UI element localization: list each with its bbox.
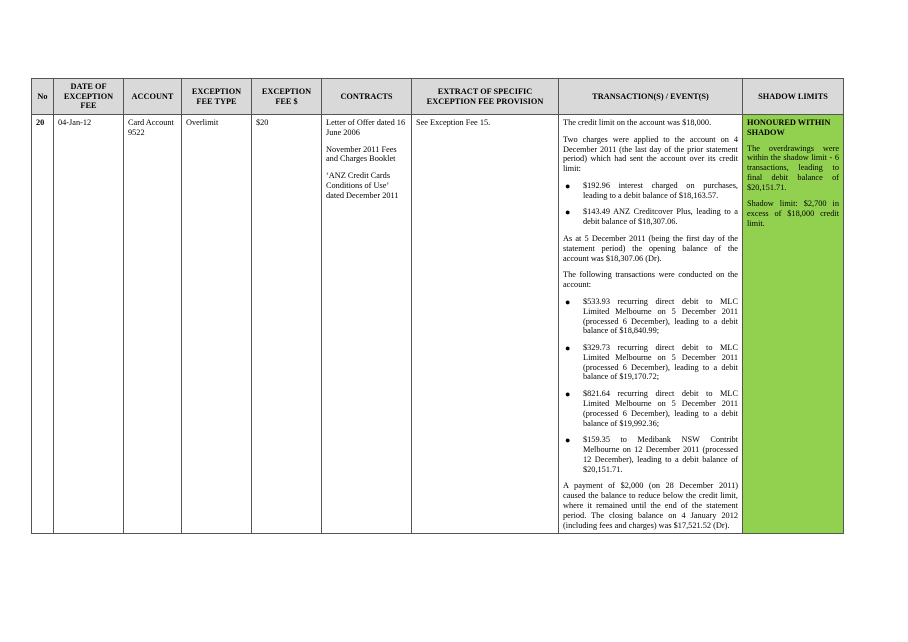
contract-item: November 2011 Fees and Charges Booklet bbox=[326, 144, 397, 164]
row-transactions bbox=[559, 115, 743, 534]
header-fee-type: EXCEPTION FEE TYPE bbox=[182, 79, 252, 115]
list-item bbox=[563, 297, 738, 336]
list-item-text: $533.93 recurring direct debit to MLC Limited Melbourne on 5 December 2011 (processed 6 December), leading to a debit balance of $18,840.99; bbox=[583, 296, 738, 336]
header-fee: EXCEPTION FEE $ bbox=[252, 79, 322, 115]
list-item bbox=[563, 181, 738, 201]
shadow-status: HONOURED WITHIN SHADOW bbox=[747, 118, 831, 137]
list-item bbox=[563, 435, 738, 474]
list-item-text: $192.96 interest charged on purchases, leading to a debit balance of $18,163.57. bbox=[583, 180, 738, 200]
transaction-paragraph: The following transactions were conducted on the account: bbox=[563, 270, 738, 290]
transaction-paragraph: The credit limit on the account was $18,000. bbox=[563, 118, 712, 127]
row-extract: See Exception Fee 15. bbox=[412, 115, 559, 534]
shadow-paragraph: Shadow limit: $2,700 in excess of $18,000 credit limit. bbox=[747, 199, 839, 229]
header-date: DATE OF EXCEPTION FEE bbox=[54, 79, 124, 115]
row-account: Card Account 9522 bbox=[124, 115, 182, 534]
bullet-icon: ● bbox=[565, 296, 571, 307]
list-item-text: $329.73 recurring direct debit to MLC Limited Melbourne on 5 December 2011 (processed 6 December), leading to a debit balance of $19,170.72; bbox=[583, 343, 738, 382]
row-contracts bbox=[322, 115, 412, 534]
header-account: ACCOUNT bbox=[124, 79, 182, 115]
transaction-paragraph: As at 5 December 2011 (being the first day of the statement period) the opening balance of the account was $18,307.06 (Dr). bbox=[563, 234, 738, 263]
contract-item: Letter of Offer dated 16 June 2006 bbox=[326, 118, 406, 137]
transaction-paragraph: Two charges were applied to the account on 4 December 2011 (the last day of the prior statement period) which had sent the account over its credit limit: bbox=[563, 134, 738, 174]
list-item-text: $821.64 recurring direct debit to MLC Limited Melbourne on 5 December 2011 (processed 6 December), leading to a debit balance of $19,992.36; bbox=[583, 389, 738, 428]
table-row bbox=[32, 115, 844, 534]
bullet-icon: ● bbox=[565, 207, 571, 218]
bullet-icon: ● bbox=[565, 343, 571, 354]
row-fee: $20 bbox=[252, 115, 322, 534]
bullet-icon: ● bbox=[565, 180, 571, 191]
row-number: 20 bbox=[32, 115, 54, 534]
charges-list bbox=[563, 181, 738, 227]
table-header bbox=[32, 79, 844, 115]
header-shadow-limits: SHADOW LIMITS bbox=[743, 79, 844, 115]
list-item bbox=[563, 389, 738, 428]
row-shadow-limits bbox=[743, 115, 844, 534]
list-item bbox=[563, 343, 738, 382]
header-extract: EXTRACT OF SPECIFIC EXCEPTION FEE PROVISION bbox=[412, 79, 559, 115]
header-no: No bbox=[32, 79, 54, 115]
transaction-paragraph: A payment of $2,000 (on 28 December 2011) caused the balance to reduce below the credit limit, where it remained until the end of the statement period. The closing balance on 4 January 2012 (including fees and charges) was $17,521.52 (Dr). bbox=[563, 481, 738, 530]
header-contracts: CONTRACTS bbox=[322, 79, 412, 115]
row-date: 04-Jan-12 bbox=[54, 115, 124, 534]
shadow-paragraph: The overdrawings were within the shadow limit - 6 transactions, leading to final debit balance of $20,151.71. bbox=[747, 143, 839, 192]
bullet-icon: ● bbox=[565, 435, 571, 446]
bullet-icon: ● bbox=[565, 389, 571, 400]
list-item-text: $143.49 ANZ Creditcover Plus, leading to a debit balance of $18,307.06. bbox=[583, 207, 738, 227]
header-transactions: TRANSACTION(S) / EVENT(S) bbox=[559, 79, 743, 115]
header-row bbox=[32, 79, 844, 115]
exception-fee-table bbox=[31, 78, 844, 534]
contract-item: ‘ANZ Credit Cards Conditions of Use’ dated December 2011 bbox=[326, 171, 399, 200]
list-item-text: $159.35 to Medibank NSW Contribt Melbourne on 12 December 2011 (processed 12 December), leading to a debit balance of $20,151.71. bbox=[583, 435, 738, 474]
row-fee-type: Overlimit bbox=[182, 115, 252, 534]
transactions-list bbox=[563, 297, 738, 475]
list-item bbox=[563, 207, 738, 227]
